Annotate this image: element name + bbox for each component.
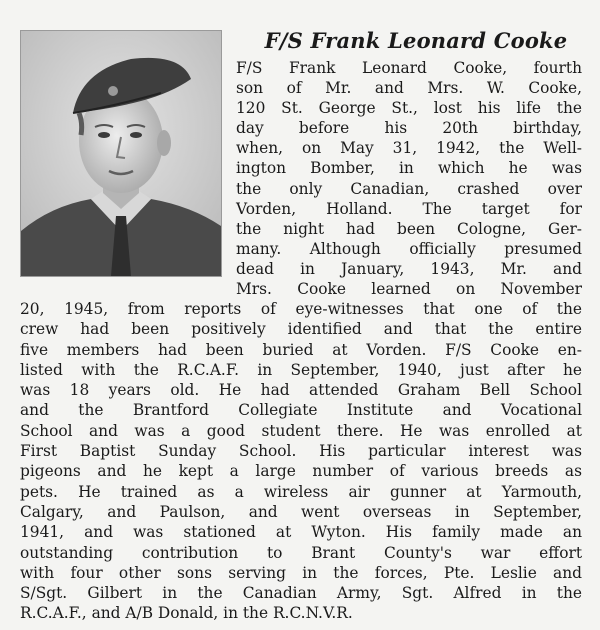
article-text-line: First Baptist Sunday School. His particular interest was xyxy=(20,442,582,461)
article-text-line: with four other sons serving in the forces, Pte. Leslie and xyxy=(20,563,582,582)
article-text-line: 1941, and was stationed at Wyton. His family made an xyxy=(20,523,582,542)
article-text-line: Calgary, and Paulson, and went overseas in September, xyxy=(20,502,582,521)
article-text-line: S/Sgt. Gilbert in the Canadian Army, Sgt. Alfred in the xyxy=(20,584,582,603)
article-text-line: Vorden, Holland. The target for xyxy=(236,199,582,218)
article-text-line: F/S Frank Leonard Cooke, fourth xyxy=(236,59,582,77)
article-text-line: Mrs. Cooke learned on November xyxy=(236,280,582,299)
article-title: F/S Frank Leonard Cooke xyxy=(264,28,568,53)
article-text-line: day before his 20th birthday, xyxy=(236,119,582,138)
article-text-line: the night had been Cologne, Ger- xyxy=(236,219,582,238)
article-text-line: School and was a good student there. He was enrolled at xyxy=(20,421,582,440)
article-text-line: son of Mr. and Mrs. W. Cooke, xyxy=(236,79,582,98)
article-text-line: 120 St. George St., lost his life the xyxy=(236,99,582,118)
article-text-line: R.C.A.F., and A/B Donald, in the R.C.N.V.R. xyxy=(20,604,353,623)
article-body-full xyxy=(20,299,582,624)
article-text-line: was 18 years old. He had attended Graham Bell School xyxy=(20,381,582,400)
article-text-line: ington Bomber, in which he was xyxy=(236,159,582,178)
article-text-line: five members had been buried at Vorden. F/S Cooke en- xyxy=(20,340,582,359)
article-text-line: when, on May 31, 1942, the Well- xyxy=(236,139,582,158)
portrait-image xyxy=(21,31,221,276)
article-text-line: many. Although officially presumed xyxy=(236,239,582,258)
article-text-line: pigeons and he kept a large number of various breeds as xyxy=(20,462,582,481)
article-text-line: crew had been positively identified and that the entire xyxy=(20,320,582,339)
article-text-line: pets. He trained as a wireless air gunner at Yarmouth, xyxy=(20,482,582,501)
article-text-line: dead in January, 1943, Mr. and xyxy=(236,259,582,278)
article-text-line: outstanding contribution to Brant County's war effort xyxy=(20,543,582,562)
portrait-photo xyxy=(20,30,222,277)
article-text-line: 20, 1945, from reports of eye-witnesses that one of the xyxy=(20,300,582,318)
article-text-line: the only Canadian, crashed over xyxy=(236,179,582,198)
article-text-line: listed with the R.C.A.F. in September, 1940, just after he xyxy=(20,360,582,379)
article-text-line: and the Brantford Collegiate Institute and Vocational xyxy=(20,401,582,420)
article-body-column xyxy=(236,58,582,299)
